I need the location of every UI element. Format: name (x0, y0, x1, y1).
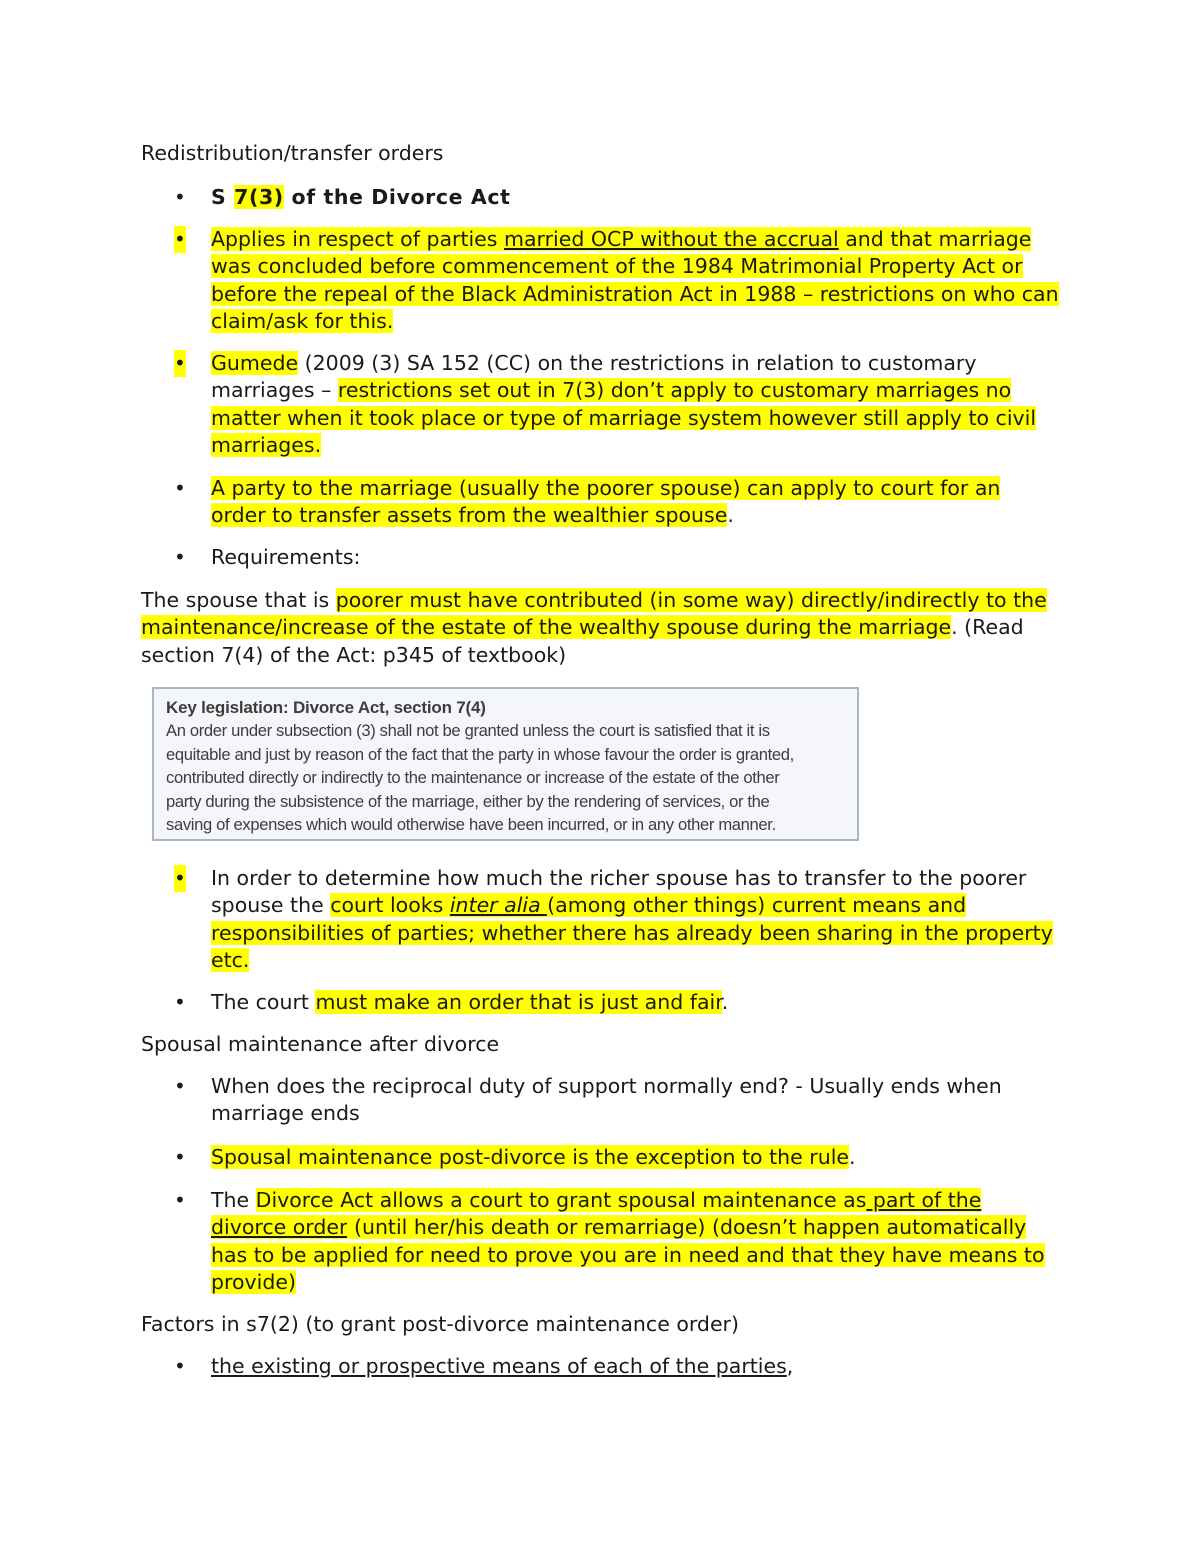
highlight-run: A party to the marriage (usually the poorer spouse) can apply to court for an order to transfer assets from the wealthier spouse (211, 476, 1001, 528)
bullet: • (174, 226, 186, 253)
legislation-line: equitable and just by reason of the fact that the party in whose favour the order is granted, (166, 744, 794, 764)
bullet: • (174, 1074, 186, 1098)
bullet: • (174, 350, 186, 377)
text-run: (2009 (3) SA 152 (CC) on the restrictions in relation to customary marriages – (211, 351, 977, 403)
list-item-applies (141, 226, 1061, 335)
highlight-run: Divorce Act allows a court to grant spousal maintenance as (255, 1188, 867, 1212)
key-legislation-box (152, 687, 859, 841)
bullet: • (174, 545, 186, 569)
highlight-run: Spousal maintenance post-divorce is the exception to the rule (211, 1145, 850, 1169)
list-item-text (211, 989, 1061, 1016)
list-item-text: When does the reciprocal duty of support normally end? - Usually ends when marriage ends (211, 1074, 1002, 1126)
underlined-run: married OCP without the accrual (504, 227, 839, 251)
list-item-text (211, 475, 1061, 530)
text-run: In order to determine how much the richer spouse has to transfer to the poorer spouse the (211, 866, 1027, 918)
text-run: The (211, 1188, 256, 1212)
highlight-run: and that marriage was concluded before commencement of the 1984 Matrimonial Property Act or before the repeal of the Black Administration Act in 1988 – restrictions on who can claim/ask for this. (211, 227, 1059, 333)
italic-underlined-run: inter alia (449, 893, 548, 918)
legislation-line: contributed directly or indirectly to the maintenance or increase of the estate of the other (166, 768, 780, 788)
bullet: • (174, 1145, 186, 1169)
list-item-party (141, 475, 1061, 530)
bullet: • (174, 990, 186, 1014)
bullet: • (174, 865, 186, 892)
bullet: • (174, 1188, 186, 1212)
heading-factors: Factors in s7(2) (to grant post-divorce maintenance order) (141, 1312, 739, 1336)
list-item-determine (141, 865, 1061, 974)
legislation-line: saving of expenses which would otherwise have been incurred, or in any other manner. (166, 815, 776, 835)
list-item-text (211, 350, 1061, 459)
list-item-divorce-act (141, 1187, 1061, 1296)
list-item-text (211, 1187, 1061, 1296)
list-item-s73 (141, 184, 1061, 211)
legislation-line: party during the subsistence of the marriage, either by the rendering of services, or the (166, 791, 770, 811)
list-item-requirements (141, 544, 1061, 571)
highlight-run: restrictions set out in 7(3) don’t apply to customary marriages no matter when it took place or type of marriage system however still apply to civil marriages. (211, 378, 1037, 457)
text-run: The court (211, 990, 316, 1014)
list-item-reciprocal (141, 1073, 1061, 1128)
highlight-run: must make an order that is just and fair (315, 990, 722, 1014)
underlined-run: the existing or prospective means of each of the parties (211, 1354, 787, 1378)
list-item-text (211, 1353, 1061, 1380)
text-run: . (849, 1145, 856, 1169)
text-run: The spouse that is (141, 588, 336, 612)
text-run: S (211, 185, 235, 209)
highlight-run: (among other things) current means and responsibilities of parties; whether there has already been sharing in the property etc. (211, 893, 1053, 972)
list-item-text: Requirements: (211, 545, 361, 569)
text-run: . (721, 990, 729, 1014)
list-item-factors (141, 1353, 1061, 1380)
heading-redistribution: Redistribution/transfer orders (141, 141, 444, 165)
legislation-line: An order under subsection (3) shall not be granted unless the court is satisfied that it is (166, 721, 770, 740)
highlight-run: poorer must have contributed (in some way) directly/indirectly to the maintenance/increase of the estate of the wealthy spouse during the marriage (141, 588, 1047, 640)
highlight-run: (until her/his death or remarriage) (doesn’t happen automatically has to be applied for need to prove you are in need and that they have means to provide) (211, 1215, 1045, 1294)
list-item-text (211, 1144, 1061, 1171)
bullet: • (174, 1354, 186, 1378)
highlight-run: court looks (330, 893, 450, 918)
text-run: of the Divorce Act (283, 185, 511, 209)
list-item-text (211, 184, 1061, 211)
legislation-title: Key legislation: Divorce Act, section 7(4) (166, 698, 486, 717)
heading-spousal-maintenance: Spousal maintenance after divorce (141, 1032, 500, 1056)
case-name: Gumede (211, 351, 299, 375)
underlined-run: part of the divorce order (211, 1188, 982, 1240)
text-run: . (727, 503, 734, 528)
list-item-exception (141, 1144, 1061, 1171)
list-item-gumede (141, 350, 1061, 459)
paragraph-spouse (141, 587, 1061, 669)
list-item-text (211, 865, 1061, 974)
list-item-court (141, 989, 1061, 1016)
bullet: • (174, 476, 186, 500)
bullet: • (174, 185, 186, 209)
highlight-run: 7(3) (234, 185, 284, 209)
text-run: , (786, 1354, 794, 1378)
highlight-run: Applies in respect of parties (211, 227, 504, 251)
list-item-text (211, 226, 1061, 335)
text-run: . (Read section 7(4) of the Act: p345 of textbook) (141, 615, 1024, 667)
